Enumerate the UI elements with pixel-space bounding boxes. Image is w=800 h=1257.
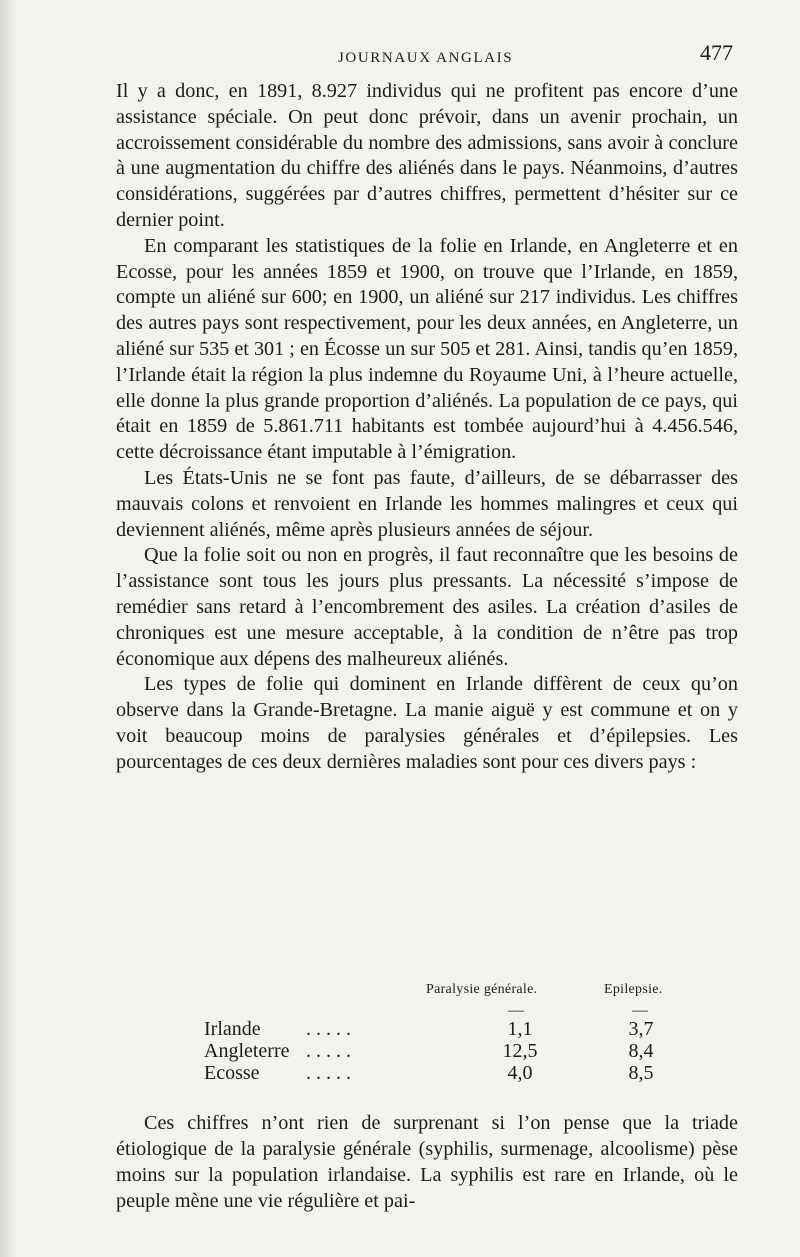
epilepsie-value: 8,4 bbox=[628, 1040, 654, 1062]
paralysie-value: 12,5 bbox=[502, 1040, 538, 1062]
paragraph: Que la folie soit ou non en progrès, il faut reconnaître que les besoins de l’assistance sont tous les jours plus pressants. La nécessité s’impose de remédier sans retard à l’encombrement des asiles. La création d’asiles de chroniques est une mesure acceptable, à la condition de n’être pas trop économique aux dépens des malheureux aliénés. bbox=[116, 544, 738, 670]
column-header-paralysie: Paralysie générale. bbox=[426, 982, 538, 997]
table-row bbox=[116, 1062, 738, 1084]
paragraph: Il y a donc, en 1891, 8.927 individus qui ne profitent pas encore d’une assistance spéciale. On peut donc prévoir, dans un avenir prochain, un accroissement considérable du nombre des admissions, sans avoir à conclure à une augmentation du chiffre des aliénés dans le pays. Néanmoins, d’autres considérations, suggérées par d’autres chiffres, permettent d’hésiter sur ce dernier point. bbox=[116, 80, 738, 231]
leader-dots: ..... bbox=[306, 1040, 356, 1062]
running-title: JOURNAUX ANGLAIS bbox=[338, 50, 514, 66]
page-header bbox=[0, 36, 800, 76]
table-row bbox=[116, 1040, 738, 1062]
leader-dots: ..... bbox=[306, 1018, 356, 1040]
paragraph: En comparant les statistiques de la folie en Irlande, en Angleterre et en Ecosse, pour les années 1859 et 1900, on trouve que l’Irlande, en 1859, compte un aliéné sur 600; en 1900, un aliéné sur 217 individus. Les chiffres des autres pays sont respectivement, pour les deux années, en Angleterre, un aliéné sur 535 et 301 ; en Écosse un sur 505 et 281. Ainsi, tandis qu’en 1859, l’Irlande était la région la plus indemne du Royaume Uni, à l’heure actuelle, elle donne la plus grande proportion d’aliénés. La population de ce pays, qui était en 1859 de 5.861.711 habitants est tombée aujourd’hui à 4.456.546, cette décroissance étant imputable à l’émigration. bbox=[116, 234, 738, 464]
paralysie-value: 1,1 bbox=[507, 1018, 533, 1040]
column-rule: — bbox=[632, 1002, 648, 1019]
paragraph: Les États-Unis ne se font pas faute, d’ailleurs, de se débarrasser des mauvais colons et renvoient en Irlande les hommes malingres et ceux qui deviennent aliénés, même après plusieurs années de séjour. bbox=[116, 466, 738, 541]
epilepsie-value: 8,5 bbox=[628, 1062, 654, 1084]
leader-dots: ..... bbox=[306, 1062, 356, 1084]
column-rule: — bbox=[508, 1002, 524, 1019]
paralysie-value: 4,0 bbox=[507, 1062, 533, 1084]
epilepsie-value: 3,7 bbox=[628, 1018, 654, 1040]
closing-text bbox=[116, 1110, 738, 1214]
column-header-epilepsie: Epilepsie. bbox=[604, 982, 663, 997]
country-name: Irlande bbox=[204, 1018, 261, 1040]
page-number: 477 bbox=[700, 40, 733, 65]
body-text bbox=[116, 79, 738, 776]
scan-edge-shadow bbox=[0, 0, 18, 1257]
table-row bbox=[116, 1018, 738, 1040]
country-name: Angleterre bbox=[204, 1040, 290, 1062]
country-name: Ecosse bbox=[204, 1062, 260, 1084]
paragraph: Ces chiffres n’ont rien de surprenant si l’on pense que la triade étiologique de la paralysie générale (syphilis, surmenage, alcoolisme) pèse moins sur la population irlandaise. La syphilis est rare en Irlande, où le peuple mène une vie régulière et pai- bbox=[116, 1112, 738, 1212]
paragraph: Les types de folie qui dominent en Irlande diffèrent de ceux qu’on observe dans la Grande-Bretagne. La manie aiguë y est commune et on y voit beaucoup moins de paralysies générales et d’épilepsies. Les pourcentages de ces deux dernières maladies sont pour ces divers pays : bbox=[116, 673, 738, 773]
